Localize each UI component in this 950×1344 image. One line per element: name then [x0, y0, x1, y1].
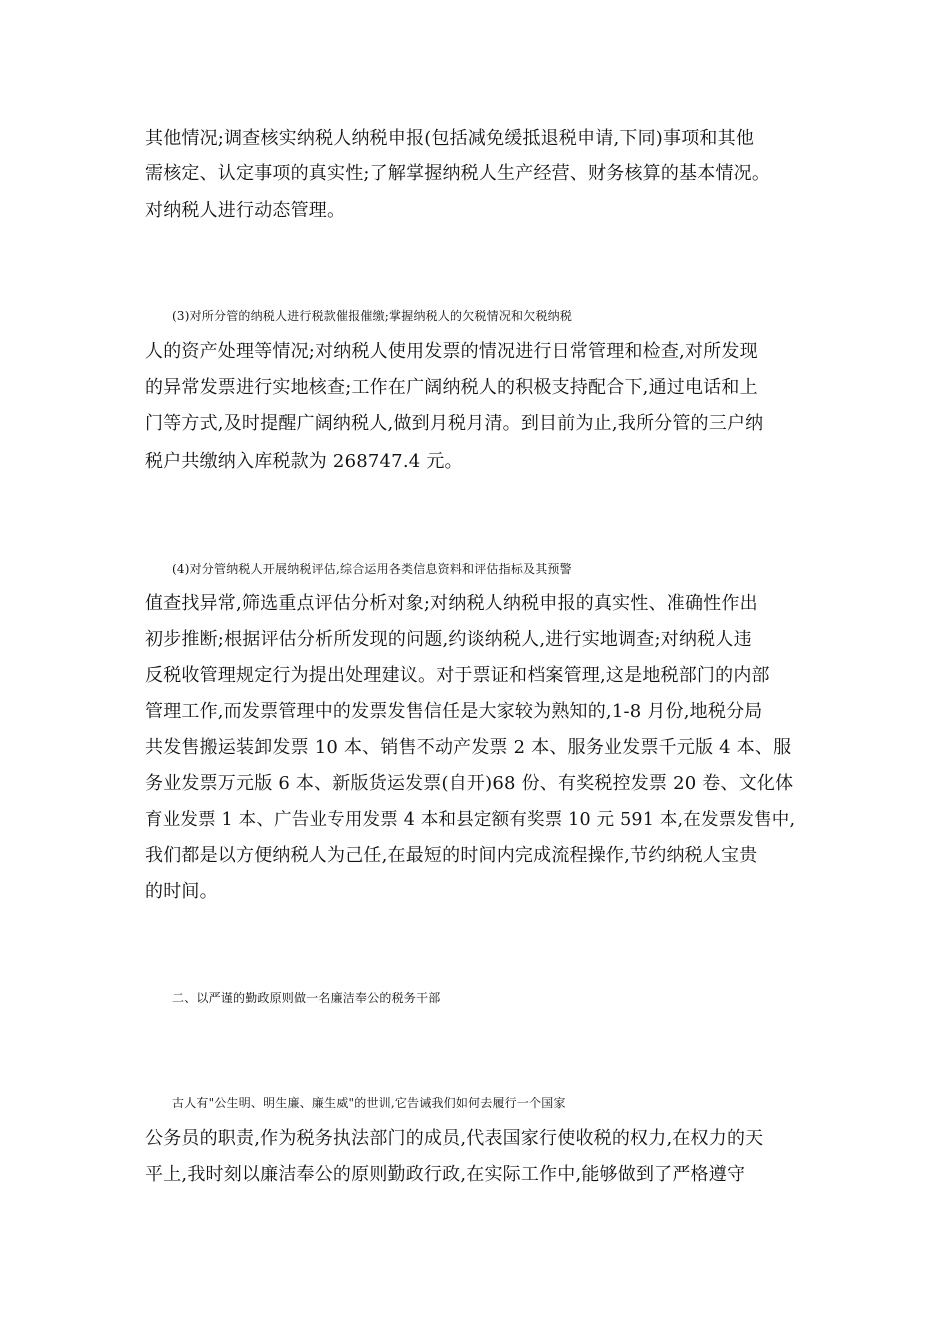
paragraph-line: 税户共缴纳入库税款为 268747.4 元。: [145, 451, 463, 472]
paragraph-line: 门等方式,及时提醒广阔纳税人,做到月税月清。到目前为止,我所分管的三户纳: [145, 413, 764, 434]
paragraph-line: 人的资产处理等情况;对纳税人使用发票的情况进行日常管理和检查,对所发现: [145, 341, 758, 362]
paragraph-line: 我们都是以方便纳税人为己任,在最短的时间内完成流程操作,节约纳税人宝贵: [145, 845, 758, 866]
paragraph-line: 育业发票 1 本、广告业专用发票 4 本和县定额有奖票 10 元 591 本,在发票发售中,: [145, 810, 796, 830]
section-heading: 二、以严谨的勤政原则做一名廉洁奉公的税务干部: [172, 991, 441, 1005]
paragraph-line: 古人有"公生明、明生廉、廉生威"的世训,它告诫我们如何去履行一个国家: [172, 1096, 566, 1110]
paragraph-line: 平上,我时刻以廉洁奉公的原则勤政行政,在实际工作中,能够做到了严格遵守: [145, 1164, 746, 1185]
paragraph-line: 对纳税人进行动态管理。: [145, 200, 346, 221]
paragraph-line: (4)对分管纳税人开展纳税评估,综合运用各类信息资料和评估指标及其预警: [172, 562, 572, 576]
paragraph-line: 值查找异常,筛选重点评估分析对象;对纳税人纳税申报的真实性、准确性作出: [145, 593, 758, 614]
paragraph-line: 的时间。: [145, 881, 218, 902]
paragraph-line: 共发售搬运装卸发票 10 本、销售不动产发票 2 本、服务业发票千元版 4 本、服: [145, 737, 792, 758]
paragraph-line: 公务员的职责,作为税务执法部门的成员,代表国家行使收税的权力,在权力的天: [145, 1128, 764, 1149]
paragraph-line: 需核定、认定事项的真实性;了解掌握纳税人生产经营、财务核算的基本情况。: [145, 163, 771, 184]
paragraph-line: 管理工作,而发票管理中的发票发售信任是大家较为熟知的,1-8 月份,地税分局: [145, 701, 763, 722]
paragraph-line: (3)对所分管的纳税人进行税款催报催缴;掌握纳税人的欠税情况和欠税纳税: [172, 309, 573, 323]
paragraph-line: 务业发票万元版 6 本、新版货运发票(自开)68 份、有奖税控发票 20 卷、文化体: [145, 773, 794, 794]
paragraph-line: 初步推断;根据评估分析所发现的问题,约谈纳税人,进行实地调查;对纳税人违: [145, 629, 752, 650]
paragraph-line: 其他情况;调查核实纳税人纳税申报(包括减免缓抵退税申请,下同)事项和其他: [145, 128, 755, 149]
paragraph-line: 反税收管理规定行为提出处理建议。对于票证和档案管理,这是地税部门的内部: [145, 665, 770, 686]
paragraph-line: 的异常发票进行实地核查;工作在广阔纳税人的积极支持配合下,通过电话和上: [145, 377, 758, 398]
